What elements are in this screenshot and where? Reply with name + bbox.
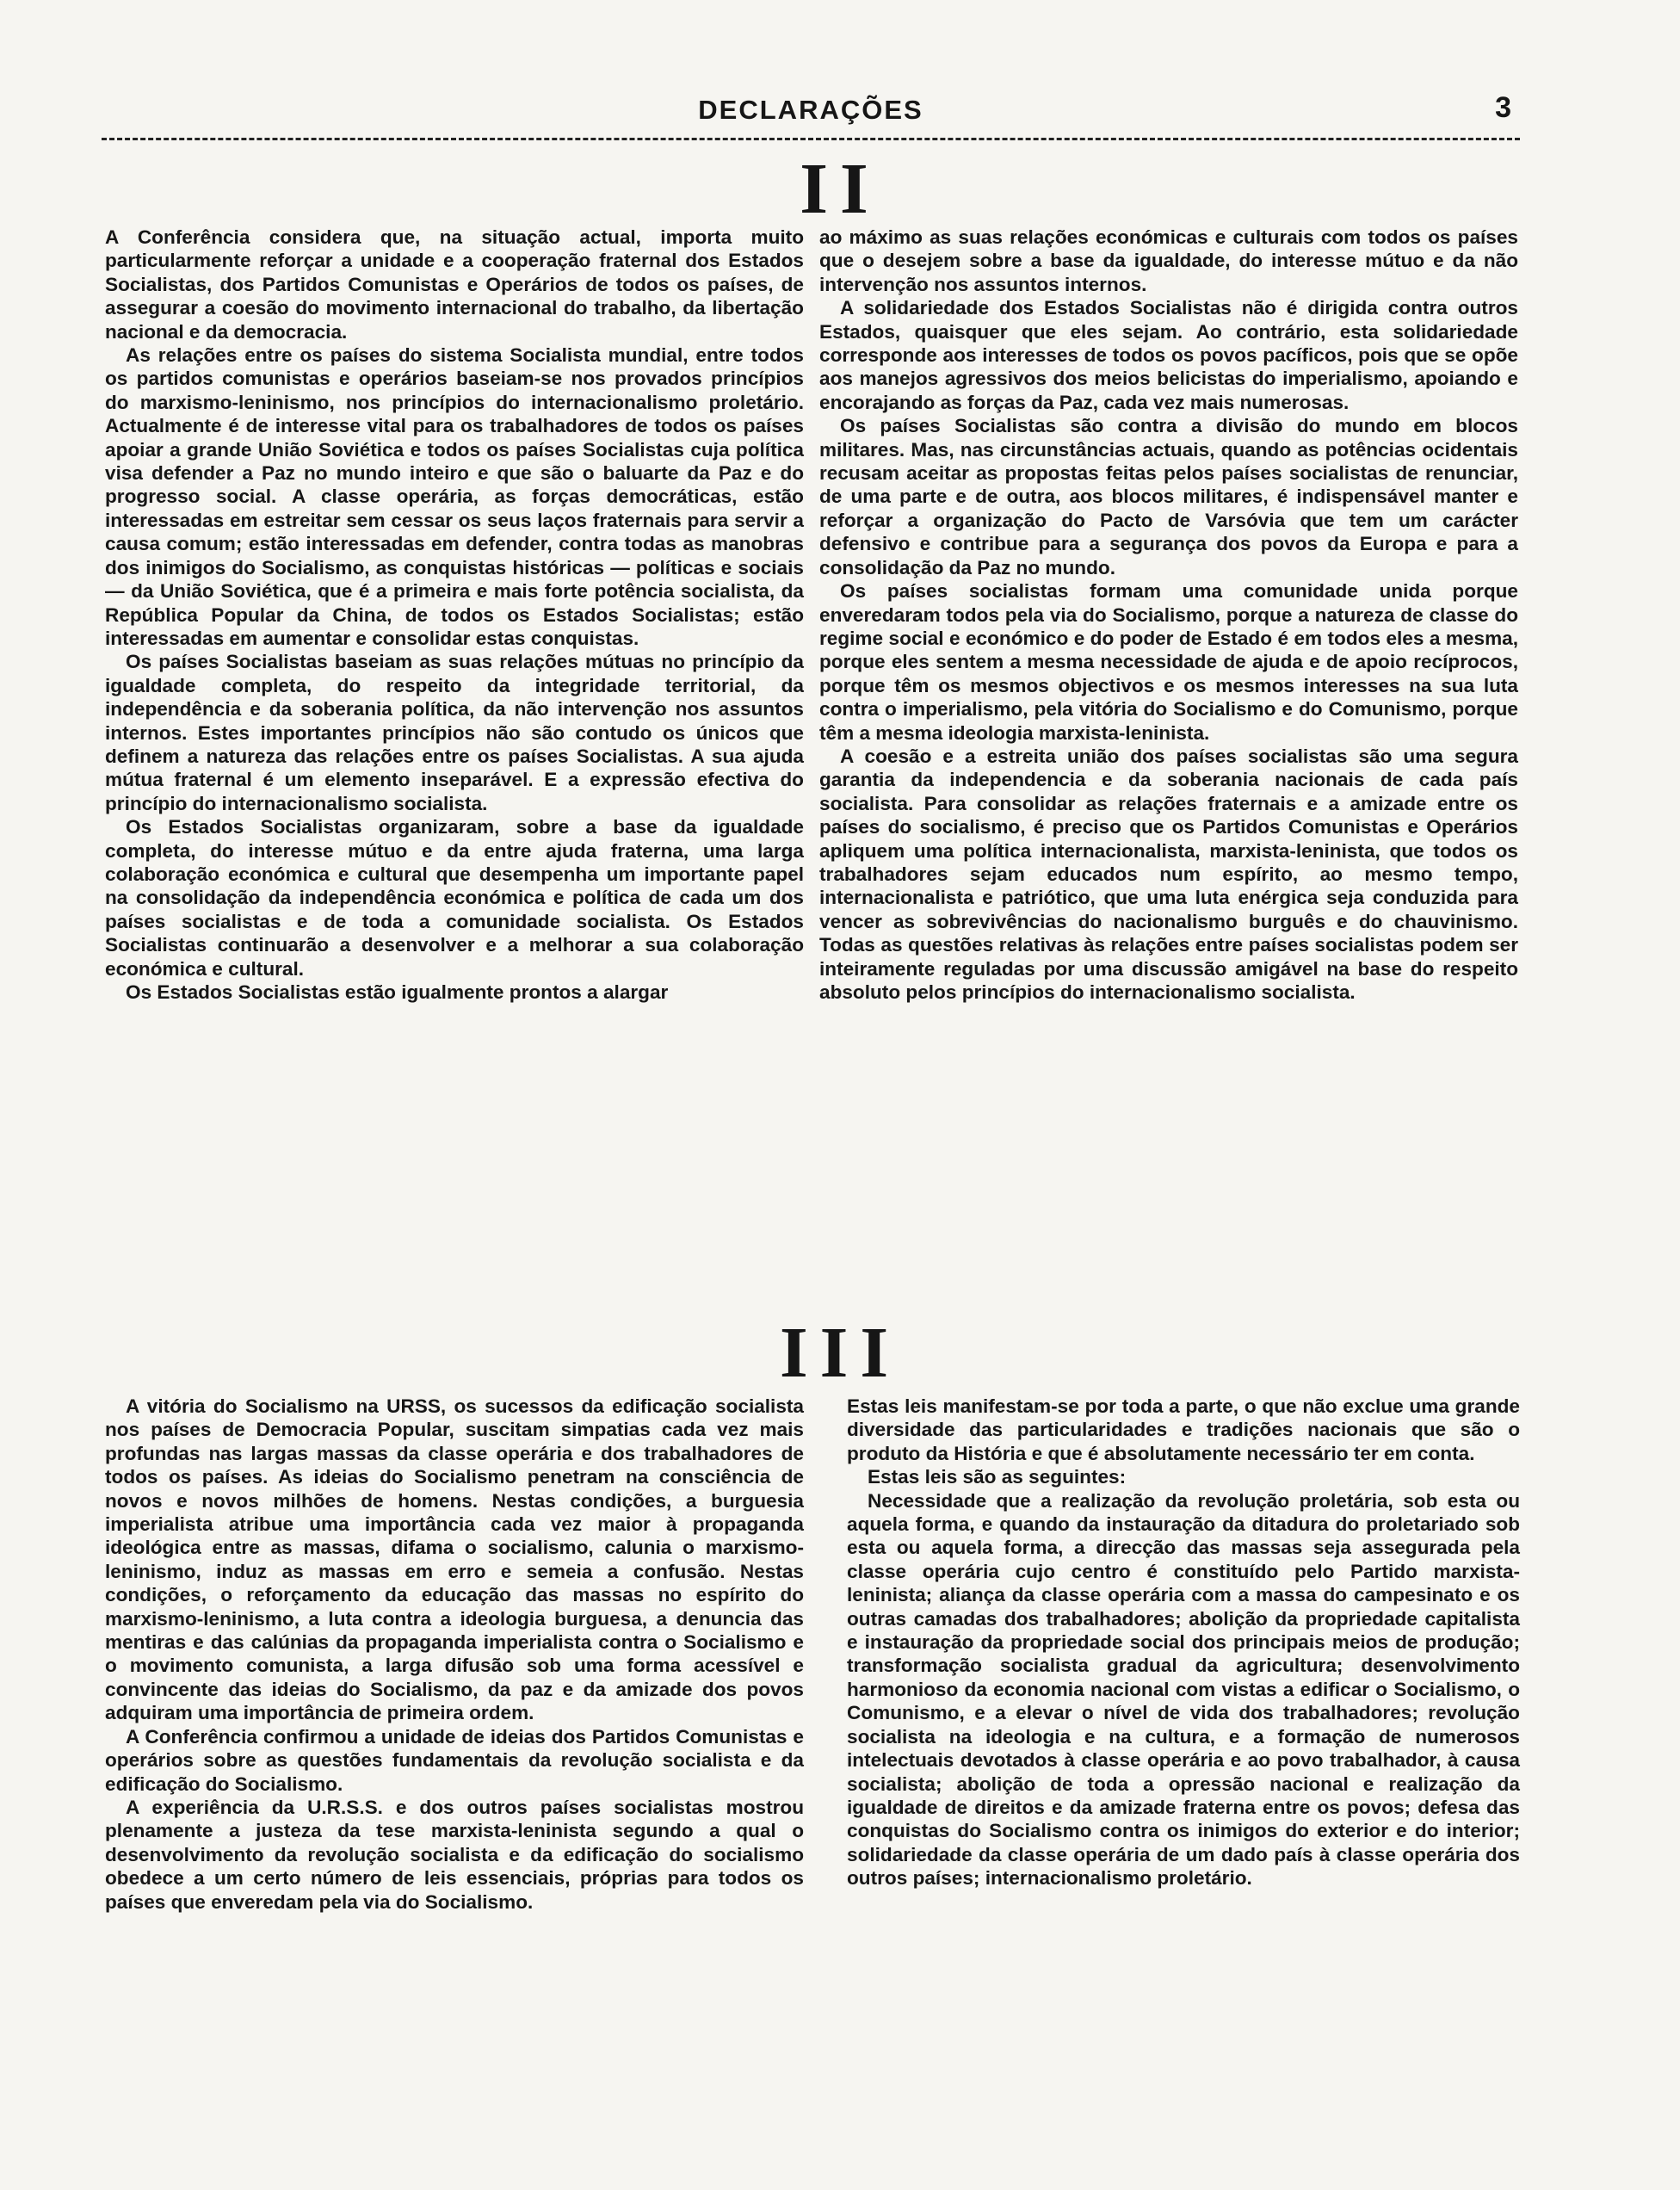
paragraph: Os Estados Socialistas estão igualmente prontos a alargar [126, 981, 669, 1003]
section-heading-ii: II [800, 149, 880, 229]
paragraph: As relações entre os países do sistema Socialista mundial, entre todos os partidos comunistas e operários baseiam-se nos provados princípios do marxismo-leninismo, nos princípios do internacionalismo proletário. Actualmente é de interesse vital para os trabalhadores de todos os países apoiar a grande União Soviética e todos os países Socialistas cuja política visa defender a Paz no mundo inteiro e que são o baluarte da Paz e do progresso social. A classe operária, as forças democráticas, estão interessadas em estreitar sem cessar os seus laços fraternais para servir a causa comum; estão interessadas em defender, contra todas as manobras dos inimigos do Socialismo, as conquistas históricas — políticas e sociais — da União Soviética, que é a primeira e mais forte potência socialista, da República Popular da China, de todos os Estados Socialistas; estão interessadas em aumentar e consolidar estas conquistas. [105, 344, 804, 649]
section-iii-right-column [847, 1395, 1520, 1890]
section-ii-right-column [819, 226, 1518, 1004]
paragraph: ao máximo as suas relações económicas e culturais com todos os países que o desejem sobre a base da igualdade, do interesse mútuo e da não intervenção nos assuntos internos. [819, 226, 1518, 295]
section-heading-iii: III [779, 1313, 901, 1393]
paragraph: Os países socialistas formam uma comunidade unida porque enveredaram todos pela via do Socialismo, porque a natureza de classe do regime social e económico e do poder de Estado é em todos eles a mesma, porque eles sentem a mesma necessidade de ajuda e de apoio recíprocos, porque têm os mesmos objectivos e os mesmos interesses na sua luta contra o imperialismo, pela vitória do Socialismo e do Comunismo, porque têm a mesma ideologia marxista-leninista. [819, 580, 1518, 744]
paragraph: A coesão e a estreita união dos países socialistas são uma segura garantia da independencia e da soberania nacionais de cada país socialista. Para consolidar as relações fraternais e a amizade entre os países do socialismo, é preciso que os Partidos Comunistas e Operários apliquem uma política internacionalista, marxista-leninista, que todos os trabalhadores sejam educados num espírito, ao mesmo tempo, internacionalista e patriótico, que uma luta enérgica seja conduzida para vencer as sobrevivências do nacionalismo burguês e do chauvinismo. Todas as questões relativas às relações entre países socialistas podem ser inteiramente reguladas por uma discussão amigável na base do respeito absoluto pelos princípios do internacionalismo socialista. [819, 745, 1518, 1003]
paragraph: Estas leis são as seguintes: [868, 1466, 1127, 1488]
paragraph: Os países Socialistas baseiam as suas relações mútuas no princípio da igualdade completa, do respeito da integridade territorial, da independência e da soberania política, da não intervenção nos assuntos internos. Estes importantes princípios não são contudo os únicos que definem a natureza das relações entre os países Socialistas. A sua ajuda mútua fraternal é um elemento inseparável. E a expressão efectiva do princípio do internacionalismo socialista. [105, 651, 804, 814]
section-ii-left-column [105, 226, 804, 1004]
paragraph: Estas leis manifestam-se por toda a parte, o que não exclue uma grande diversidade das particularidades e tradições nacionais que são o produto da História e que é absolutamente necessário ter em conta. [847, 1395, 1520, 1464]
paragraph: A vitória do Socialismo na URSS, os sucessos da edificação socialista nos países de Democracia Popular, suscitam simpatias cada vez mais profundas nas largas massas da classe operária e dos trabalhadores de todos os países. As ideias do Socialismo penetram na consciência de novos e novos milhões de homens. Nestas condições, a burguesia imperialista atribue uma importância cada vez maior à propaganda ideológica entre as massas, difama o socialismo, calunia o marxismo-leninismo, induz as massas em erro e semeia a confusão. Nestas condições, o reforçamento da educação das massas no espírito do marxismo-leninismo, a luta contra a ideologia burguesa, a denuncia das mentiras e das calúnias da propaganda imperialista contra o Socialismo e o movimento comunista, a larga difusão sob uma forma acessível e convincente das ideias do Socialismo, da paz e da amizade dos povos adquiram uma importância de primeira ordem. [105, 1395, 804, 1724]
paragraph: Necessidade que a realização da revolução proletária, sob esta ou aquela forma, e quando da instauração da ditadura do proletariado sob esta ou aquela forma, a direcção das massas seja assegurada pela classe operária cujo centro é constituído pelo Partido marxista-leninista; aliança da classe operária com a massa do campesinato e os outras camadas dos trabalhadores; abolição da propriedade capitalista e instauração da propriedade social dos principais meios de produção; transformação socialista gradual da agricultura; desenvolvimento harmonioso da economia nacional com vistas a edificar o Socialismo, o Comunismo, e a elevar o nível de vida dos trabalhadores; revolução socialista na ideologia e na cultura, e a formação de numerosos intelectuais devotados à classe operária e ao povo trabalhador, à causa socialista; abolição de toda a opressão nacional e realização da igualdade de direitos e da amizade fraterna entre os povos; defesa das conquistas do Socialismo contra os inimigos do exterior e do interior; solidariedade da classe operária de um dado país à classe operária dos outros países; internacionalismo proletário. [847, 1489, 1520, 1890]
page-header [102, 91, 1520, 134]
paragraph: A Conferência confirmou a unidade de ideias dos Partidos Comunistas e operários sobre as questões fundamentais da revolução socialista e da edificação do Socialismo. [105, 1725, 804, 1795]
page-number: 3 [1495, 91, 1511, 124]
header-rule [102, 138, 1520, 140]
section-iii-left-column [105, 1395, 804, 1914]
running-title: DECLARAÇÕES [698, 95, 923, 125]
paragraph: A Conferência considera que, na situação actual, importa muito particularmente reforçar a unidade e a cooperação fraternal dos Estados Socialistas, dos Partidos Comunistas e Operários de todos os países, de assegurar a coesão do movimento internacional do trabalho, da libertação nacional e da democracia. [105, 226, 804, 343]
paragraph: Os países Socialistas são contra a divisão do mundo em blocos militares. Mas, nas circunstâncias actuais, quando as potências ocidentais recusam aceitar as propostas feitas pelos países socialistas de renunciar, de uma parte e de outra, aos blocos militares, é indispensável manter e reforçar a organização do Pacto de Varsóvia que tem um carácter defensivo e contribue para a segurança dos povos da Europa e para a consolidação da Paz no mundo. [819, 415, 1518, 578]
paragraph: A solidariedade dos Estados Socialistas não é dirigida contra outros Estados, quaisquer que eles sejam. Ao contrário, esta solidariedade corresponde aos interesses de todos os povos pacíficos, pois que se opõe aos manejos agressivos dos meios belicistas do imperialismo, apoiando e encorajando as forças da Paz, cada vez mais numerosas. [819, 297, 1518, 413]
paragraph: Os Estados Socialistas organizaram, sobre a base da igualdade completa, do interesse mútuo e da entre ajuda fraterna, uma larga colaboração económica e cultural que desempenha um importante papel na consolidação da independência económica e política de cada um dos países socialistas e de toda a comunidade socialista. Os Estados Socialistas continuarão a desenvolver e a melhorar a sua colaboração económica e cultural. [105, 816, 804, 980]
paragraph: A experiência da U.R.S.S. e dos outros países socialistas mostrou plenamente a justeza da tese marxista-leninista segundo a qual o desenvolvimento da revolução socialista e da edificação do socialismo obedece a um certo número de leis essenciais, próprias para todos os países que enveredam pela via do Socialismo. [105, 1796, 804, 1913]
